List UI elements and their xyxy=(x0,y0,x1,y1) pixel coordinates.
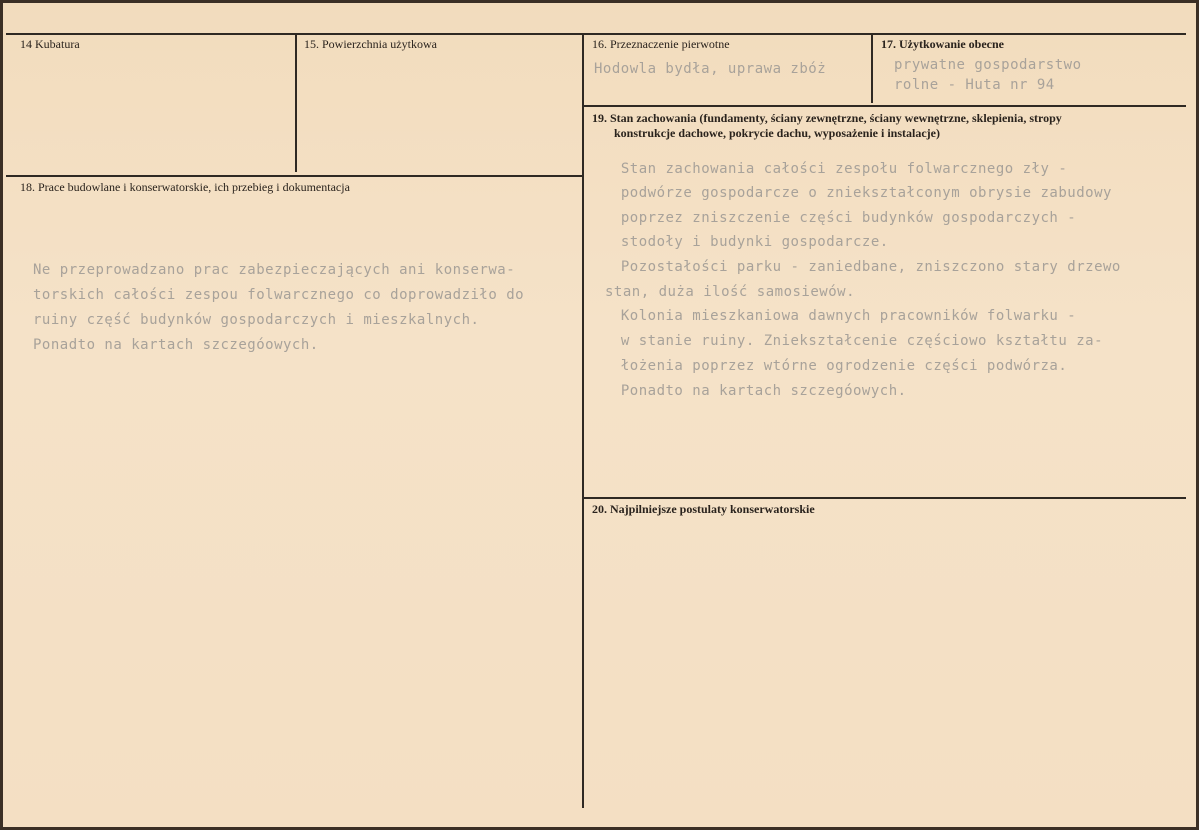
field-19-line-9: łożenia poprzez wtórne ogrodzenie części podwórza. xyxy=(603,358,1068,374)
rule-under-16-17 xyxy=(584,105,1186,107)
field-16-value: Hodowla bydła, uprawa zbóż xyxy=(594,61,827,77)
field-15-label: 15. Powierzchnia użytkowa xyxy=(304,37,437,51)
field-19-line-2: podwórze gospodarcze o zniekształconym obrysie zabudowy xyxy=(603,185,1112,201)
field-17-line-2: rolne - Huta nr 94 xyxy=(894,77,1055,93)
main-divider xyxy=(582,33,584,808)
field-19-label-line-1: 19. Stan zachowania (fundamenty, ściany zewnętrzne, ściany wewnętrzne, sklepienia, stropy xyxy=(592,111,1062,125)
field-19-line-6: stan, duża ilość samosiewów. xyxy=(605,284,856,300)
field-18-line-3: ruiny część budynków gospodarczych i mieszkalnych. xyxy=(33,312,480,328)
field-19-line-3: poprzez zniszczenie części budynków gospodarczych - xyxy=(603,210,1077,226)
field-19-line-7: Kolonia mieszkaniowa dawnych pracowników folwarku - xyxy=(603,308,1077,324)
divider-14-15 xyxy=(295,33,297,172)
rule-under-19 xyxy=(584,497,1186,499)
divider-16-17 xyxy=(871,33,873,103)
field-18-line-1: Ne przeprowadzano prac zabezpieczających ani konserwa- xyxy=(33,262,516,278)
field-16-label: 16. Przeznaczenie pierwotne xyxy=(592,37,730,51)
field-18-label: 18. Prace budowlane i konserwatorskie, ich przebieg i dokumentacja xyxy=(20,180,350,194)
field-19-line-10: Ponadto na kartach szczegóowych. xyxy=(603,383,907,399)
field-17-label: 17. Użytkowanie obecne xyxy=(881,37,1004,51)
field-19-line-5: Pozostałości parku - zaniedbane, zniszczono stary drzewo xyxy=(603,259,1121,275)
field-19-line-8: w stanie ruiny. Zniekształcenie częściowo kształtu za- xyxy=(603,333,1104,349)
field-18-line-4: Ponadto na kartach szczegóowych. xyxy=(33,337,319,353)
field-19-line-1: Stan zachowania całości zespołu folwarcznego zły - xyxy=(603,161,1068,177)
field-20-label: 20. Najpilniejsze postulaty konserwatorskie xyxy=(592,502,815,516)
field-17-line-1: prywatne gospodarstwo xyxy=(894,57,1082,73)
top-rule xyxy=(6,33,1186,35)
rule-under-14-15 xyxy=(6,175,582,177)
field-14-label: 14 Kubatura xyxy=(20,37,80,51)
field-19-line-4: stodoły i budynki gospodarcze. xyxy=(603,234,889,250)
field-18-line-2: torskich całości zespou folwarcznego co doprowadziło do xyxy=(33,287,525,303)
field-19-label-line-2: konstrukcje dachowe, pokrycie dachu, wyposażenie i instalacje) xyxy=(614,126,940,140)
